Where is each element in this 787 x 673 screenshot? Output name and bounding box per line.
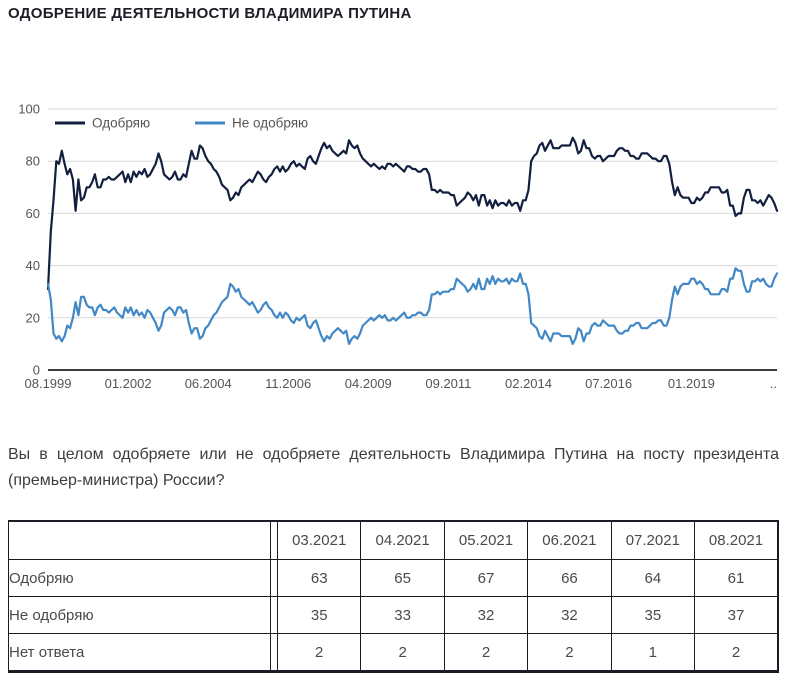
- approval-table: [8, 520, 779, 673]
- table-spacer-cell: [271, 634, 278, 672]
- table-row-disapprove: [9, 597, 779, 634]
- table-spacer-cell: [271, 521, 278, 560]
- approval-line-chart: [8, 99, 779, 395]
- table-corner-cell: [9, 521, 271, 560]
- table-col-header: 04.2021: [361, 521, 444, 560]
- y-tick-label: 80: [25, 153, 40, 169]
- x-tick-label: 02.2014: [505, 376, 552, 391]
- table-value: 33: [361, 597, 444, 634]
- row-label: Не одобряю: [9, 597, 271, 634]
- y-tick-label: 60: [25, 205, 40, 221]
- table-value: 64: [611, 560, 694, 597]
- table-spacer-cell: [271, 560, 278, 597]
- x-tick-label: 01.2019: [667, 376, 715, 391]
- table-value: 63: [278, 560, 361, 597]
- legend-disapprove-label: Не одобряю: [232, 115, 309, 131]
- y-tick-label: 40: [25, 258, 40, 274]
- table-col-header: 06.2021: [528, 521, 611, 560]
- x-tick-label: 06.2004: [184, 376, 232, 391]
- x-tick-label: 11.2006: [265, 376, 312, 391]
- table-value: 32: [444, 597, 527, 634]
- table-value: 2: [361, 634, 444, 672]
- x-tick-label: 08.1999: [24, 376, 72, 391]
- disapprove-line: [48, 268, 777, 344]
- legend-approve-label: Одобряю: [92, 115, 151, 131]
- x-tick-label: 01.2002: [104, 376, 152, 391]
- table-value: 2: [695, 634, 778, 672]
- approval-chart-container: [8, 99, 779, 395]
- table-value: 35: [278, 597, 361, 634]
- table-col-header: 08.2021: [695, 521, 778, 560]
- x-tick-label: 07.2016: [585, 376, 633, 391]
- table-spacer-cell: [271, 597, 278, 634]
- x-overflow-label: ..: [769, 376, 777, 391]
- table-value: 2: [444, 634, 527, 672]
- x-tick-label: 09.2011: [425, 376, 472, 391]
- row-label: Одобряю: [9, 560, 271, 597]
- table-col-header: 05.2021: [444, 521, 527, 560]
- table-value: 37: [695, 597, 778, 634]
- x-tick-label: 04.2009: [344, 376, 392, 391]
- table-row-noanswer: [9, 634, 779, 672]
- table-value: 66: [528, 560, 611, 597]
- table-value: 61: [695, 560, 778, 597]
- y-tick-label: 100: [18, 101, 40, 117]
- row-label: Нет ответа: [9, 634, 271, 672]
- page-title: ОДОБРЕНИЕ ДЕЯТЕЛЬНОСТИ ВЛАДИМИРА ПУТИНА: [8, 5, 412, 22]
- table-value: 65: [361, 560, 444, 597]
- table-value: 32: [528, 597, 611, 634]
- table-row-approve: [9, 560, 779, 597]
- table-value: 67: [444, 560, 527, 597]
- table-value: 1: [611, 634, 694, 672]
- table-value: 2: [278, 634, 361, 672]
- table-header-row: [9, 521, 779, 560]
- table-value: 2: [528, 634, 611, 672]
- question-text: Вы в целом одобряете или не одобряете деятельность Владимира Путина на посту президента (премьер-министра) России?: [8, 446, 779, 489]
- table-col-header: 07.2021: [611, 521, 694, 560]
- y-tick-label: 20: [25, 310, 40, 326]
- y-tick-label: 0: [32, 362, 40, 378]
- table-value: 35: [611, 597, 694, 634]
- table-col-header: 03.2021: [278, 521, 361, 560]
